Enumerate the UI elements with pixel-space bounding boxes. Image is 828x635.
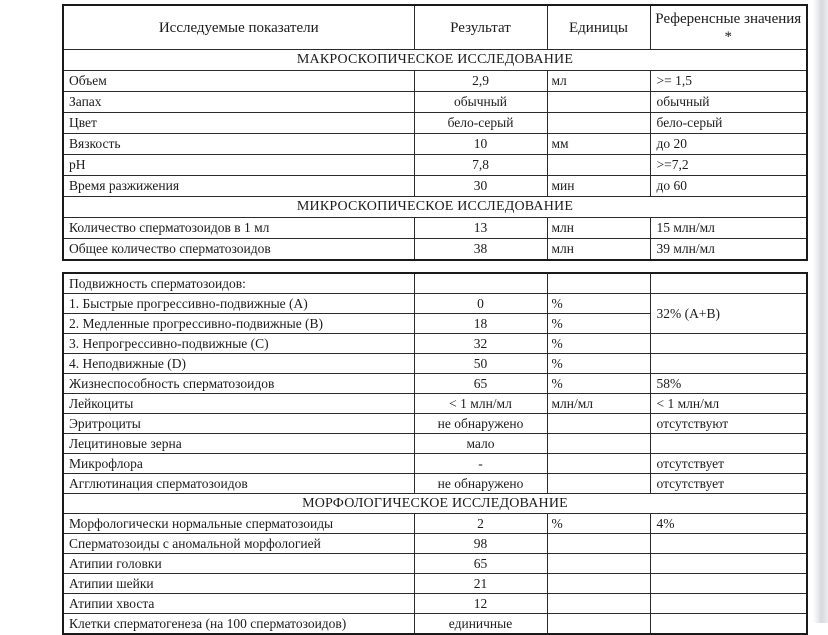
units-cell bbox=[547, 534, 650, 554]
result-cell: - bbox=[414, 454, 547, 474]
reference-cell bbox=[650, 574, 807, 594]
units-cell bbox=[547, 414, 650, 434]
table-row bbox=[63, 514, 807, 534]
indicator-cell: Цвет bbox=[63, 113, 414, 134]
indicator-cell: Общее количество сперматозоидов bbox=[63, 239, 414, 261]
table-row bbox=[63, 534, 807, 554]
section-header: МОРФОЛОГИЧЕСКОЕ ИССЛЕДОВАНИЕ bbox=[63, 494, 807, 514]
indicator-cell: Запах bbox=[63, 92, 414, 113]
indicator-cell: Атипии головки bbox=[63, 554, 414, 574]
result-cell: 98 bbox=[414, 534, 547, 554]
result-cell: < 1 млн/мл bbox=[414, 394, 547, 414]
reference-cell: до 60 bbox=[650, 176, 807, 197]
indicator-cell: Количество сперматозоидов в 1 мл bbox=[63, 218, 414, 239]
table-row bbox=[63, 554, 807, 574]
table-row bbox=[63, 354, 807, 374]
table-row bbox=[63, 434, 807, 454]
units-cell: млн bbox=[547, 239, 650, 261]
indicator-cell: Клетки сперматогенеза (на 100 сперматозоидов) bbox=[63, 614, 414, 635]
indicator-cell: Лейкоциты bbox=[63, 394, 414, 414]
reference-cell: до 20 bbox=[650, 134, 807, 155]
result-cell: 32 bbox=[414, 334, 547, 354]
result-cell: бело-серый bbox=[414, 113, 547, 134]
reference-cell: отсутствует bbox=[650, 454, 807, 474]
table-row bbox=[63, 414, 807, 434]
units-cell bbox=[547, 474, 650, 494]
section-row bbox=[63, 494, 807, 514]
section-header: МИКРОСКОПИЧЕСКОЕ ИССЛЕДОВАНИЕ bbox=[63, 197, 807, 218]
table-row bbox=[63, 134, 807, 155]
reference-cell bbox=[650, 334, 807, 354]
lab-results-table-bottom bbox=[62, 272, 808, 635]
reference-cell: >= 1,5 bbox=[650, 71, 807, 92]
units-cell: млн/мл bbox=[547, 394, 650, 414]
result-cell: мало bbox=[414, 434, 547, 454]
units-cell: мин bbox=[547, 176, 650, 197]
table-row bbox=[63, 273, 807, 294]
result-cell: единичные bbox=[414, 614, 547, 635]
reference-cell: 4% bbox=[650, 514, 807, 534]
result-cell: 0 bbox=[414, 294, 547, 314]
section-row bbox=[63, 197, 807, 218]
column-header-reference: Референсные значения * bbox=[650, 5, 807, 50]
indicator-cell: Атипии хвоста bbox=[63, 594, 414, 614]
reference-cell: обычный bbox=[650, 92, 807, 113]
reference-cell bbox=[650, 273, 807, 294]
column-header-indicators: Исследуемые показатели bbox=[63, 5, 414, 50]
result-cell: 21 bbox=[414, 574, 547, 594]
indicator-cell: Эритроциты bbox=[63, 414, 414, 434]
indicator-cell: Атипии шейки bbox=[63, 574, 414, 594]
result-cell: 50 bbox=[414, 354, 547, 374]
table-row bbox=[63, 239, 807, 261]
units-cell: % bbox=[547, 314, 650, 334]
indicator-cell: Вязкость bbox=[63, 134, 414, 155]
indicator-cell: 2. Медленные прогрессивно-подвижные (B) bbox=[63, 314, 414, 334]
units-cell: % bbox=[547, 374, 650, 394]
reference-cell: 58% bbox=[650, 374, 807, 394]
table-row bbox=[63, 474, 807, 494]
indicator-cell: 4. Неподвижные (D) bbox=[63, 354, 414, 374]
units-cell bbox=[547, 614, 650, 635]
result-cell: 65 bbox=[414, 554, 547, 574]
units-cell bbox=[547, 113, 650, 134]
section-header: МАКРОСКОПИЧЕСКОЕ ИССЛЕДОВАНИЕ bbox=[63, 50, 807, 71]
table-row bbox=[63, 374, 807, 394]
table-row bbox=[63, 71, 807, 92]
table-row bbox=[63, 334, 807, 354]
result-cell: 12 bbox=[414, 594, 547, 614]
reference-cell bbox=[650, 554, 807, 574]
table-row bbox=[63, 594, 807, 614]
indicator-cell: pH bbox=[63, 155, 414, 176]
column-header-units: Единицы bbox=[547, 5, 650, 50]
lab-results-table-top bbox=[62, 4, 808, 261]
reference-cell: < 1 млн/мл bbox=[650, 394, 807, 414]
result-cell: 30 bbox=[414, 176, 547, 197]
units-cell bbox=[547, 273, 650, 294]
table-row bbox=[63, 113, 807, 134]
column-header-result: Результат bbox=[414, 5, 547, 50]
units-cell bbox=[547, 454, 650, 474]
indicator-cell: Жизнеспособность сперматозоидов bbox=[63, 374, 414, 394]
result-cell bbox=[414, 273, 547, 294]
table-row bbox=[63, 454, 807, 474]
reference-cell: 15 млн/мл bbox=[650, 218, 807, 239]
result-cell: не обнаружено bbox=[414, 414, 547, 434]
units-cell: % bbox=[547, 514, 650, 534]
reference-cell: 39 млн/мл bbox=[650, 239, 807, 261]
units-cell: % bbox=[547, 354, 650, 374]
indicator-cell: Лецитиновые зерна bbox=[63, 434, 414, 454]
result-cell: 2 bbox=[414, 514, 547, 534]
reference-cell bbox=[650, 594, 807, 614]
units-cell: мм bbox=[547, 134, 650, 155]
indicator-cell: Объем bbox=[63, 71, 414, 92]
table-row bbox=[63, 294, 807, 314]
units-cell bbox=[547, 92, 650, 113]
result-cell: 7,8 bbox=[414, 155, 547, 176]
section-row bbox=[63, 50, 807, 71]
reference-cell: отсутствует bbox=[650, 474, 807, 494]
indicator-cell: Микрофлора bbox=[63, 454, 414, 474]
reference-cell bbox=[650, 434, 807, 454]
indicator-cell: Морфологически нормальные сперматозоиды bbox=[63, 514, 414, 534]
units-cell bbox=[547, 594, 650, 614]
reference-cell bbox=[650, 534, 807, 554]
table-row bbox=[63, 394, 807, 414]
result-cell: 18 bbox=[414, 314, 547, 334]
indicator-cell: Агглютинация сперматозоидов bbox=[63, 474, 414, 494]
table-row bbox=[63, 574, 807, 594]
units-cell bbox=[547, 574, 650, 594]
indicator-cell: 1. Быстрые прогрессивно-подвижные (A) bbox=[63, 294, 414, 314]
reference-cell bbox=[650, 354, 807, 374]
units-cell: % bbox=[547, 334, 650, 354]
table-row bbox=[63, 92, 807, 113]
lab-report-document bbox=[62, 4, 807, 635]
units-cell: млн bbox=[547, 218, 650, 239]
result-cell: не обнаружено bbox=[414, 474, 547, 494]
reference-cell bbox=[650, 614, 807, 635]
indicator-cell: Сперматозоиды с аномальной морфологией bbox=[63, 534, 414, 554]
reference-cell: отсутствуют bbox=[650, 414, 807, 434]
table-row bbox=[63, 614, 807, 635]
table-row bbox=[63, 155, 807, 176]
reference-cell: >=7,2 bbox=[650, 155, 807, 176]
table-row bbox=[63, 218, 807, 239]
indicator-cell: Подвижность сперматозоидов: bbox=[63, 273, 414, 294]
table-header-row bbox=[63, 5, 807, 50]
units-cell: мл bbox=[547, 71, 650, 92]
result-cell: обычный bbox=[414, 92, 547, 113]
result-cell: 10 bbox=[414, 134, 547, 155]
reference-cell: 32% (A+B) bbox=[650, 294, 807, 334]
reference-cell: бело-серый bbox=[650, 113, 807, 134]
result-cell: 65 bbox=[414, 374, 547, 394]
indicator-cell: Время разжижения bbox=[63, 176, 414, 197]
units-cell: % bbox=[547, 294, 650, 314]
result-cell: 2,9 bbox=[414, 71, 547, 92]
page-edge-strip bbox=[813, 0, 828, 623]
result-cell: 38 bbox=[414, 239, 547, 261]
result-cell: 13 bbox=[414, 218, 547, 239]
units-cell bbox=[547, 155, 650, 176]
indicator-cell: 3. Непрогрессивно-подвижные (C) bbox=[63, 334, 414, 354]
units-cell bbox=[547, 554, 650, 574]
table-row bbox=[63, 176, 807, 197]
units-cell bbox=[547, 434, 650, 454]
